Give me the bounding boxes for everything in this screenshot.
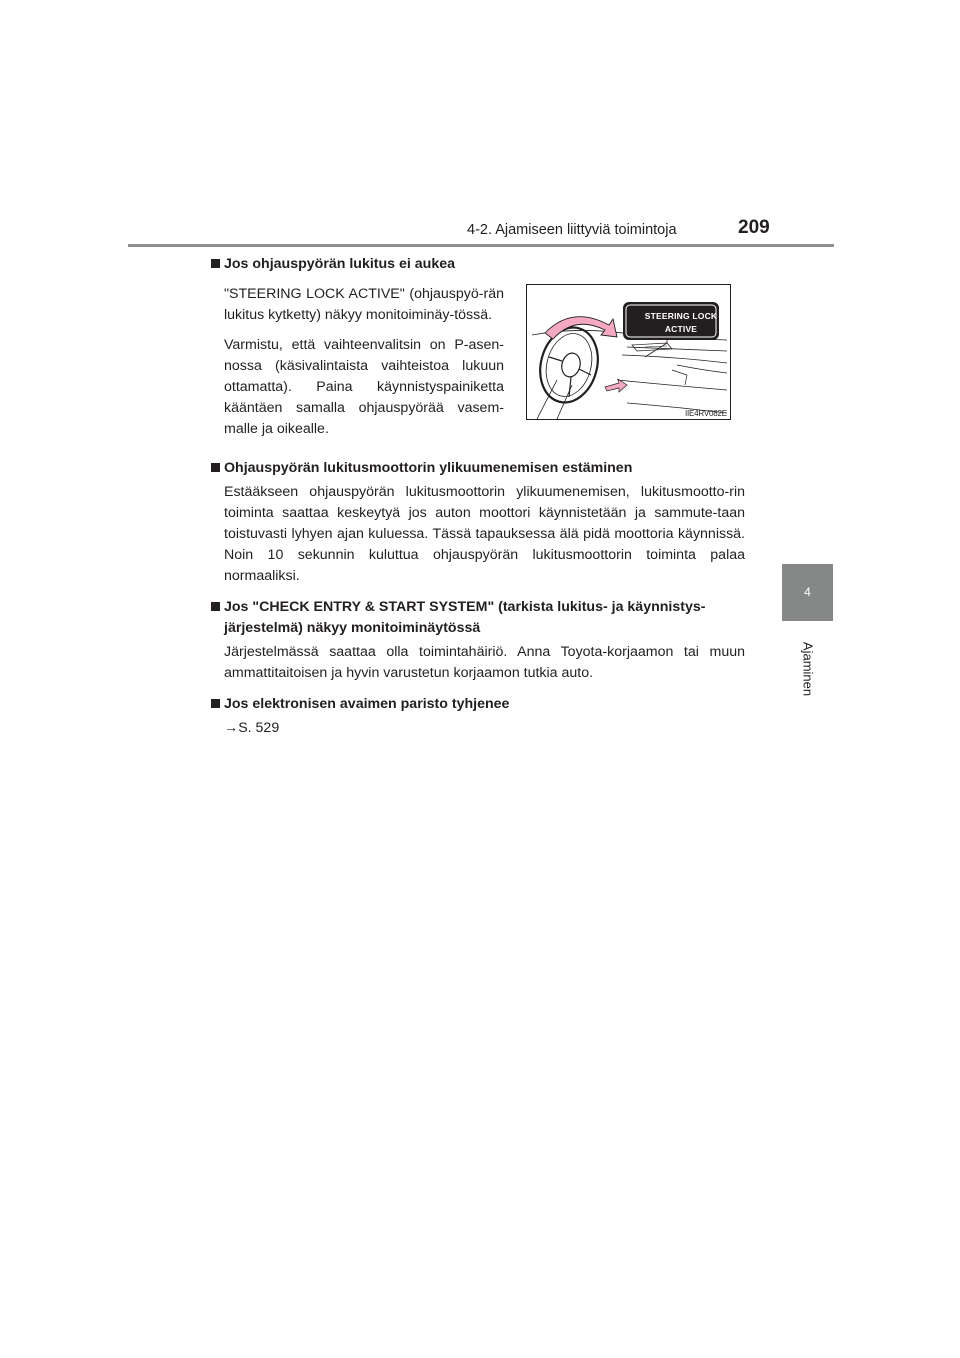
steering-wheel-figure-icon <box>527 285 731 420</box>
paragraph: "STEERING LOCK ACTIVE" (ohjauspyö-rän lukitus kytketty) näkyy monitoiminäy-tössä. <box>224 286 504 323</box>
paragraph: Varmistu, että vaihteenvalitsin on P-asen-nossa (käsivalintaista vaihteistoa lukuun ottamatta). Paina käynnistyspainiketta kääntäen samalla ohjauspyörää vasem-malle ja oikealle. <box>224 337 504 437</box>
header-section-title: 4-2. Ajamiseen liittyviä toimintoja <box>467 222 677 238</box>
page-reference-link[interactable]: →S. 529 <box>224 720 280 736</box>
figure-code: IIE4RV082E <box>685 409 727 418</box>
paragraph: Estääkseen ohjauspyörän lukitusmoottorin ylikuumenemisen, lukitusmootto-rin toiminta saattaa keskeytyä jos auton moottori käynnistetään ja sammute-taan toistuvasti lyhyen ajan kuluessa. Tässä tapauksessa älä pidä moottoria käynnissä. Noin 10 sekunnin kuluttua ohjauspyörän lukitusmoottorin toiminta palaa normaaliksi. <box>224 484 745 584</box>
section-heading <box>211 458 745 479</box>
section-heading-text: Jos elektronisen avaimen paristo tyhjenee <box>224 696 510 712</box>
section-check-entry <box>211 597 745 684</box>
chapter-tab-number: 4 <box>782 564 833 621</box>
section-heading <box>211 597 745 639</box>
section-heading-text: Ohjauspyörän lukitusmoottorin ylikuumenemisen estäminen <box>224 460 633 476</box>
chapter-tab-label-text: Ajaminen <box>800 641 815 696</box>
chapter-tab-label <box>782 621 833 716</box>
paragraph: Järjestelmässä saattaa olla toimintahäiriö. Anna Toyota-korjaamon tai muun ammattitaitoisen ja hyvin varustetun korjaamon tutkia auto. <box>224 644 745 681</box>
steering-lock-illustration <box>526 284 731 420</box>
bullet-square-icon <box>211 602 220 611</box>
section-lock-motor <box>211 458 745 587</box>
section-steering-lock <box>211 254 745 444</box>
bullet-square-icon <box>211 699 220 708</box>
section-heading-text: Jos ohjauspyörän lukitus ei aukea <box>224 256 456 272</box>
display-text-line2: ACTIVE <box>664 324 698 334</box>
bullet-square-icon <box>211 463 220 472</box>
header-divider <box>128 244 834 247</box>
display-text-line1: STEERING LOCK <box>644 311 718 321</box>
section-key-battery <box>211 694 745 739</box>
section-heading <box>211 694 745 715</box>
section-heading-text: Jos "CHECK ENTRY & START SYSTEM" (tarkista lukitus- ja käynnistys-järjestelmä) näkyy monitoiminäytössä <box>224 599 706 636</box>
main-content <box>211 254 745 739</box>
section-heading <box>211 254 745 275</box>
page-number: 209 <box>738 217 770 238</box>
bullet-square-icon <box>211 259 220 268</box>
